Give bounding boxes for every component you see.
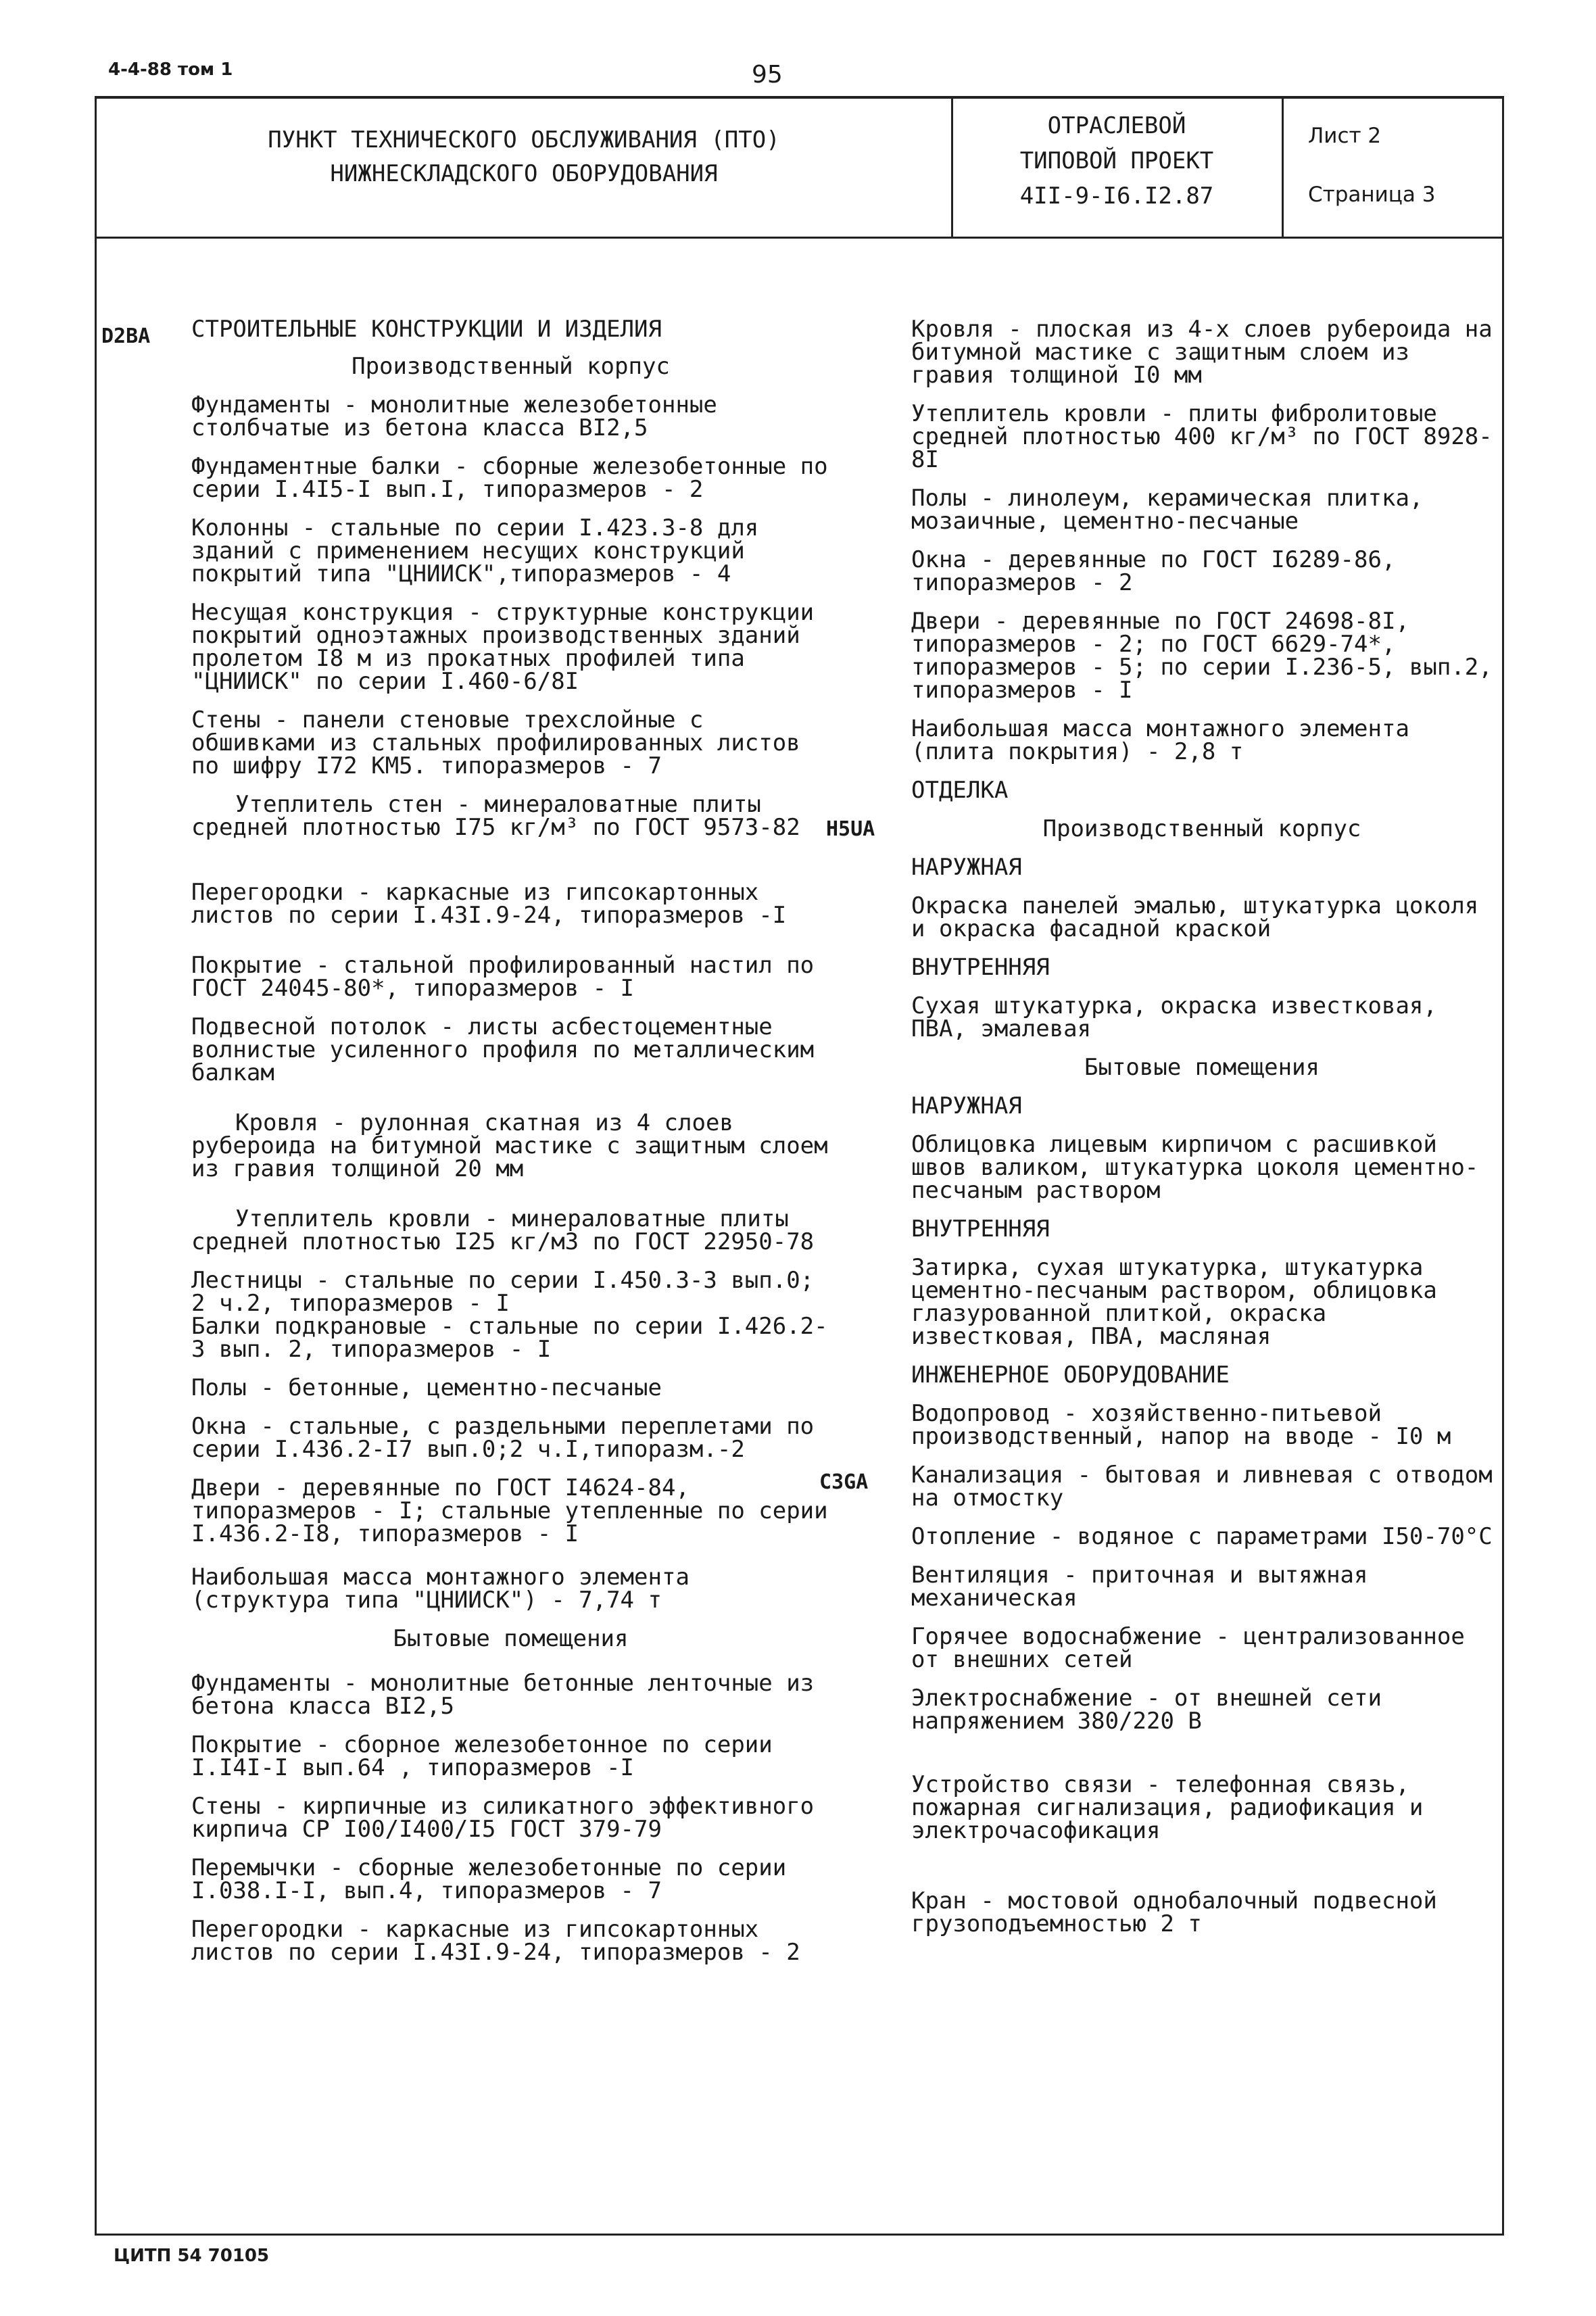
spec-item: Утеплитель кровли - плиты фибролитовые средней плотностью 400 кг/м³ по ГОСТ 8928-8I [911,400,1493,473]
spec-item: Фундаментные балки - сборные железобетонные по серии I.4I5-I вып.I, типоразмеров - 2 [191,453,828,503]
spec-item: Покрытие - стальной профилированный настил по ГОСТ 24045-80*, типоразмеров - I [191,952,815,1002]
finish-type-heading: ВНУТРЕННЯЯ [911,954,1050,981]
title-block-separator-1 [951,96,953,238]
finish-type-heading: ВНУТРЕННЯЯ [911,1215,1050,1243]
right-column [911,318,1493,1951]
subsection-heading: Бытовые помещения [1084,1054,1320,1081]
spec-item: Двери - деревянные по ГОСТ 24698-8I, типоразмеров - 2; по ГОСТ 6629-74*, типоразмеров - 5; по серии I.236-5, вып.2, типоразмеров - I [911,608,1493,704]
spec-item: Наибольшая масса монтажного элемента (структура типа "ЦНИИСК") - 7,74 т [191,1564,690,1614]
page-label: Страница 3 [1308,183,1436,207]
spec-item: Окна - стальные, с раздельными переплетами по серии I.436.2-I7 вып.0;2 ч.I,типоразм.-2 [191,1413,815,1463]
spec-item: Перегородки - каркасные из гипсокартонных листов по серии I.43I.9-24, типоразмеров -I [191,879,787,929]
project-line-1: ОТРАСЛЕВОЙ [1047,112,1186,139]
spec-item: Полы - бетонные, цементно-песчаные [191,1374,662,1401]
spec-item: Канализация - бытовая и ливневая с отводом на отмостку [911,1462,1493,1512]
spec-item: Кровля - рулонная скатная из 4 слоев рубероида на битумной мастике с защитным слоем из гравия толщиной 20 мм [191,1109,828,1182]
spec-item: Полы - линолеум, керамическая плитка, мозаичные, цементно-песчаные [911,485,1424,535]
finish-type-heading: НАРУЖНАЯ [911,1092,1022,1119]
spec-item: Облицовка лицевым кирпичом с расшивкой швов валиком, штукатурка цоколя цементно-песчаным раствором [911,1131,1479,1204]
project-block [954,108,1279,214]
subsection-heading: Бытовые помещения [393,1625,629,1652]
spec-item: Двери - деревянные по ГОСТ I4624-84, типоразмеров - I; стальные утепленные по серии I.436.2-I8, типоразмеров - I [191,1474,828,1547]
spec-item: Лестницы - стальные по серии I.450.3-3 вып.0; 2 ч.2, типоразмеров - I [191,1267,815,1317]
section-code-mid-1: H5UA [826,817,875,841]
spec-item: Перемычки - сборные железобетонные по серии I.038.I-I, вып.4, типоразмеров - 7 [191,1854,787,1904]
spec-item: Балки подкрановые - стальные по серии I.426.2-3 вып. 2, типоразмеров - I [191,1313,828,1363]
spec-item: Несущая конструкция - структурные конструкции покрытий одноэтажных производственных зданий пролетом I8 м из прокатных профилей типа "ЦНИИСК" по серии I.460-6/8I [191,599,815,695]
spec-item: Стены - кирпичные из силикатного эффективного кирпича СР I00/I400/I5 ГОСТ 379-79 [191,1793,815,1843]
spec-item: Стены - панели стеновые трехслойные с обшивками из стальных профилированных листов по шифру I72 КМ5. типоразмеров - 7 [191,706,800,779]
spec-item: Затирка, сухая штукатурка, штукатурка цементно-песчаным раствором, облицовка глазурованной плиткой, окраска известковая, ПВА, масляная [911,1254,1437,1350]
left-column [191,318,830,1979]
spec-item: Отопление - водяное с параметрами I50-70°С [911,1523,1493,1550]
spec-item: Перегородки - каркасные из гипсокартонных листов по серии I.43I.9-24, типоразмеров - 2 [191,1916,800,1966]
spec-item: Горячее водоснабжение - централизованное от внешних сетей [911,1623,1465,1673]
sheet-label: Лист 2 [1308,124,1382,148]
spec-item: Окна - деревянные по ГОСТ I6289-86, типоразмеров - 2 [911,546,1396,596]
project-code: 4II-9-I6.I2.87 [1019,183,1214,210]
spec-item: Фундаменты - монолитные бетонные ленточные из бетона класса BI2,5 [191,1670,815,1720]
title-block-divider [95,237,1504,239]
section-code-left: D2BA [101,324,151,348]
page-number: 95 [752,61,783,89]
spec-item: Кровля - плоская из 4-х слоев рубероида на битумной мастике с защитным слоем из гравия толщиной I0 мм [911,316,1493,389]
spec-item: Фундаменты - монолитные железобетонные столбчатые из бетона класса BI2,5 [191,391,717,441]
spec-item: Покрытие - сборное железобетонное по серии I.I4I-I вып.64 , типоразмеров -I [191,1731,773,1781]
spec-item: Водопровод - хозяйственно-питьевой производственный, напор на вводе - I0 м [911,1400,1451,1450]
spec-item: Наибольшая масса монтажного элемента (плита покрытия) - 2,8 т [911,715,1409,765]
section-heading: ИНЖЕНЕРНОЕ ОБОРУДОВАНИЕ [911,1361,1230,1389]
footer-stamp: ЦИТП 54 70105 [114,2246,270,2266]
spec-item: Колонны - стальные по серии I.423.3-8 для зданий с применением несущих конструкций покрытий типа "ЦНИИСК",типоразмеров - 4 [191,514,759,587]
spec-item: Вентиляция - приточная и вытяжная механическая [911,1562,1368,1612]
title-line-1: ПУНКТ ТЕХНИЧЕСКОГО ОБСЛУЖИВАНИЯ (ПТО) [268,126,780,153]
finish-type-heading: НАРУЖНАЯ [911,854,1022,881]
spec-item: Электроснабжение - от внешней сети напряжением 380/220 В [911,1685,1382,1735]
subsection-heading: Производственный корпус [352,353,670,380]
series-label: 4-4-88 том 1 [108,59,233,80]
spec-item: Окраска панелей эмалью, штукатурка цоколя и окраска фасадной краской [911,892,1479,942]
spec-item: Сухая штукатурка, окраска известковая, ПВА, эмалевая [911,992,1437,1042]
section-code-mid-2: C3GA [819,1470,869,1494]
spec-item: Устройство связи - телефонная связь, пожарная сигнализация, радиофикация и электрочасофикация [911,1771,1424,1844]
document-title [101,123,946,191]
section-heading: ОТДЕЛКА [911,777,1009,804]
section-heading: СТРОИТЕЛЬНЫЕ КОНСТРУКЦИИ И ИЗДЕЛИЯ [191,316,662,343]
title-line-2: НИЖНЕСКЛАДСКОГО ОБОРУДОВАНИЯ [330,160,718,187]
spec-item: Кран - мостовой однобалочный подвесной грузоподъемностью 2 т [911,1887,1437,1937]
title-block-separator-2 [1282,96,1284,238]
project-line-2: ТИПОВОЙ ПРОЕКТ [1019,147,1214,174]
spec-item: Утеплитель стен - минераловатные плиты средней плотностью I75 кг/м³ по ГОСТ 9573-82 [191,791,800,841]
subsection-heading: Производственный корпус [1042,815,1361,842]
spec-item: Подвесной потолок - листы асбестоцементные волнистые усиленного профиля по металлическим балкам [191,1013,815,1086]
spec-item: Утеплитель кровли - минераловатные плиты средней плотностью I25 кг/м3 по ГОСТ 22950-78 [191,1205,815,1255]
